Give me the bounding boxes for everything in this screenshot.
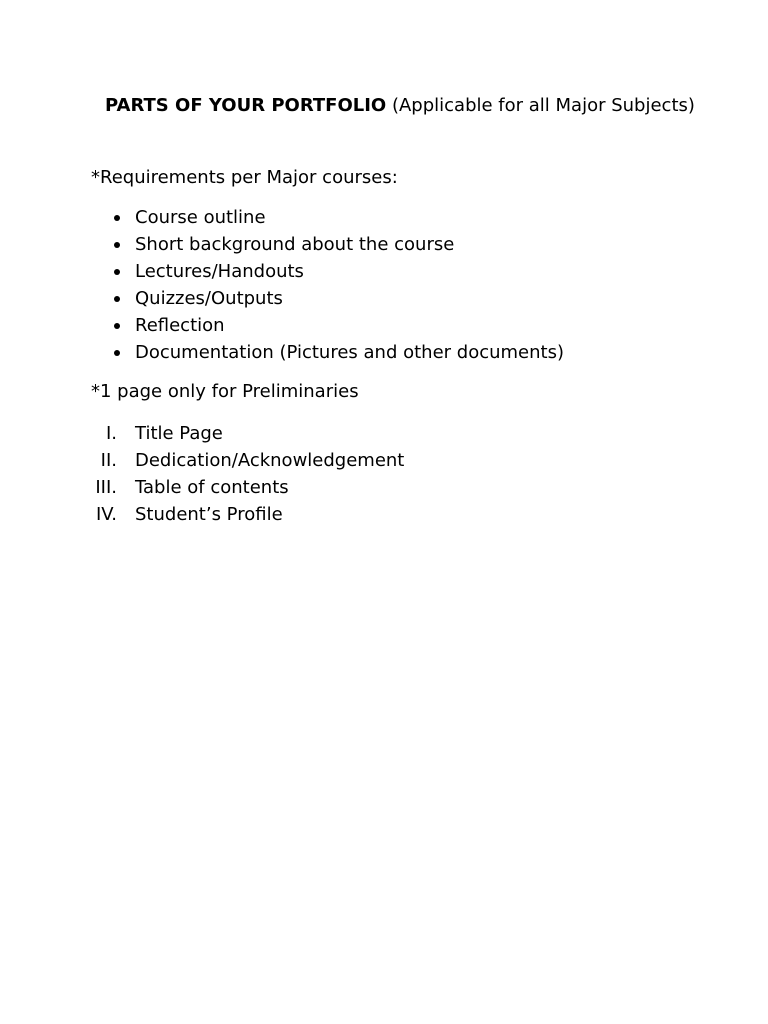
list-item-label: Student’s Profile [135, 504, 283, 525]
list-item-label: Reflection [135, 315, 225, 336]
list-item-label: Dedication/Acknowledgement [135, 450, 405, 471]
bullet-icon [114, 215, 120, 221]
roman-numeral: I. [105, 423, 117, 444]
bullet-icon [114, 296, 120, 302]
bullet-icon [114, 269, 120, 275]
list-item-label: Course outline [135, 207, 266, 228]
list-item-label: Table of contents [135, 477, 289, 498]
list-item-label: Documentation (Pictures and other documents) [135, 342, 564, 363]
roman-numeral: II. [100, 450, 117, 471]
list-item-label: Lectures/Handouts [135, 261, 304, 282]
title-bold-part: PARTS OF YOUR PORTFOLIO [105, 95, 387, 116]
bullet-icon [114, 350, 120, 356]
page-title [105, 94, 695, 118]
bullet-icon [114, 323, 120, 329]
bullet-icon [114, 242, 120, 248]
requirements-note: *Requirements per Major courses: [91, 167, 398, 188]
roman-numeral: IV. [95, 504, 117, 525]
preliminaries-note: *1 page only for Preliminaries [91, 381, 359, 402]
list-item-label: Short background about the course [135, 234, 455, 255]
list-item-label: Title Page [135, 423, 223, 444]
roman-numeral: III. [95, 477, 117, 498]
list-item-label: Quizzes/Outputs [135, 288, 283, 309]
title-subtitle-part: (Applicable for all Major Subjects) [386, 95, 695, 116]
